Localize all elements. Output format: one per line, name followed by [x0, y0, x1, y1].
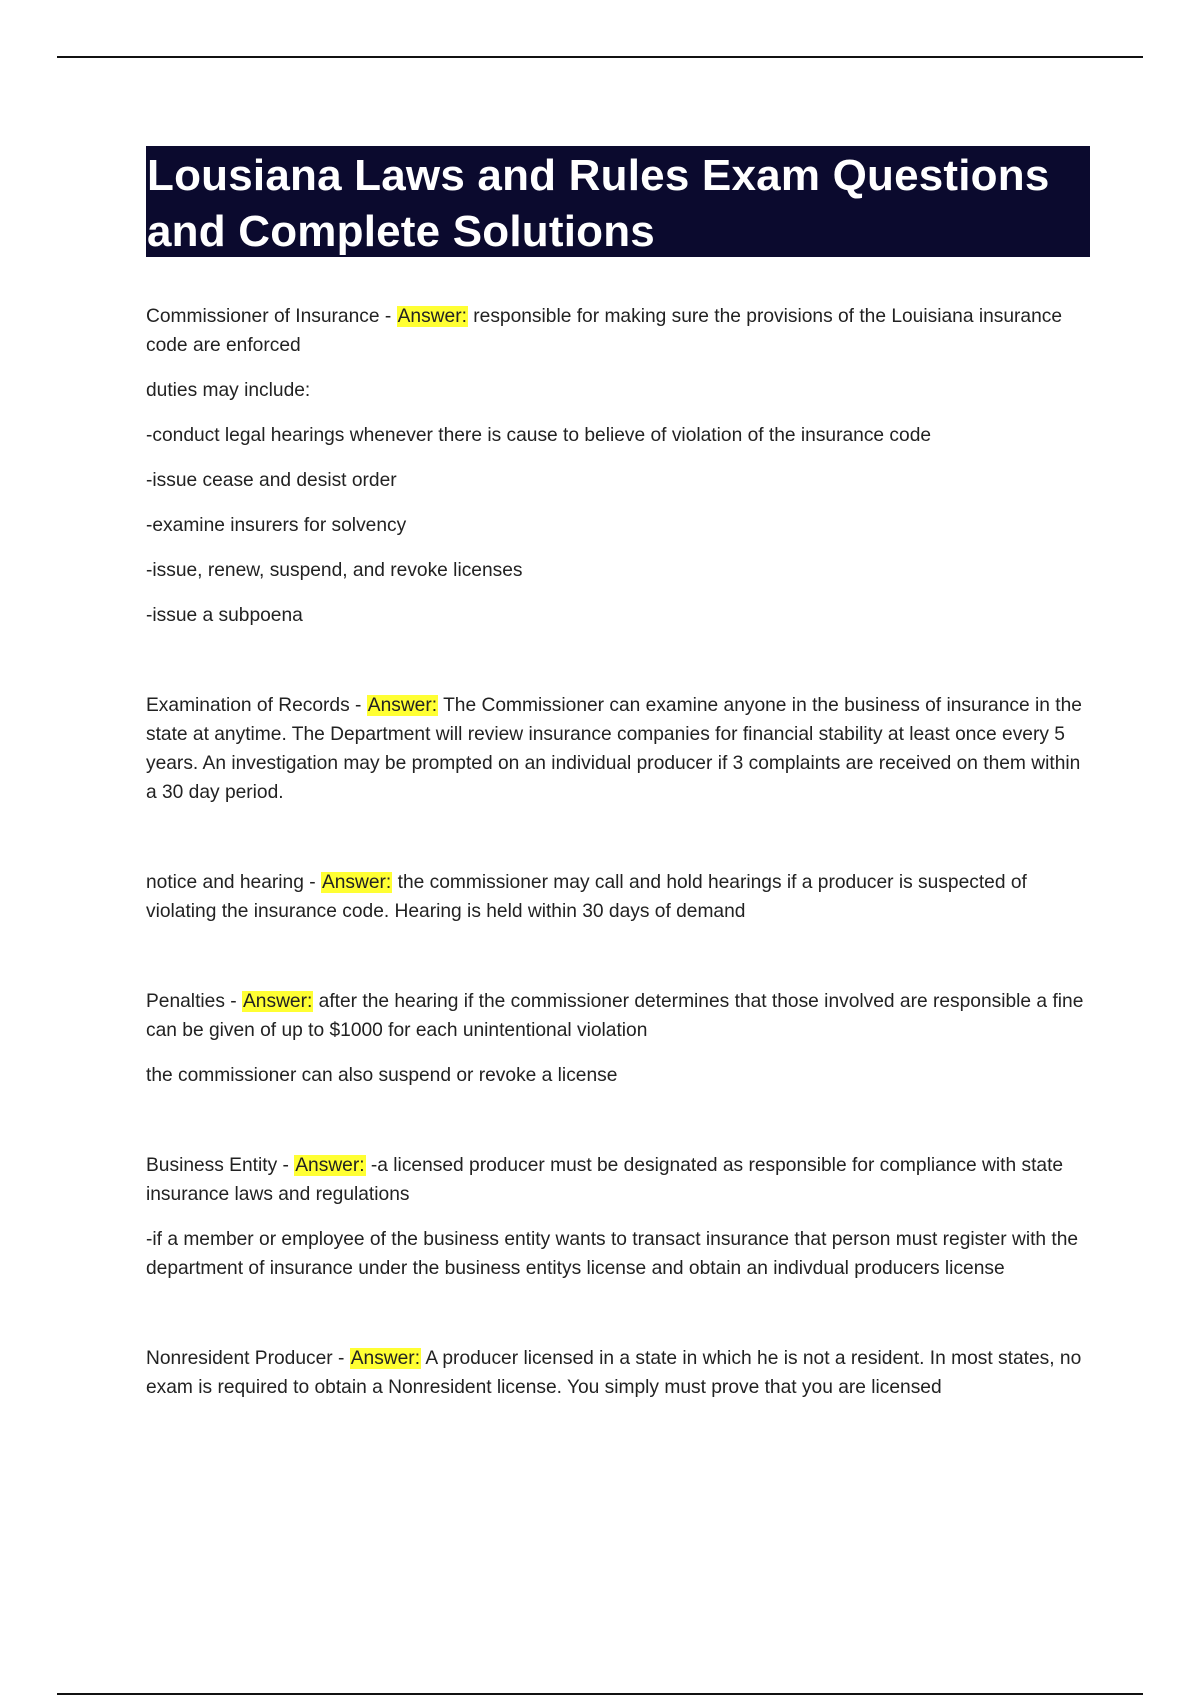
qa-extra-line: -issue a subpoena — [146, 605, 303, 626]
qa-answer-paragraph — [146, 1151, 1096, 1209]
qa-term: Commissioner of Insurance — [146, 306, 380, 327]
qa-answer: the commissioner may call and hold hearings if a producer is suspected of violating the insurance code. Hearing is held within 30 days of demand — [146, 872, 1027, 922]
qa-entry — [146, 691, 1096, 807]
qa-answer: after the hearing if the commissioner determines that those involved are responsible a fine can be given of up to $1000 for each unintentional violation — [146, 991, 1084, 1041]
qa-extra-line: -if a member or employee of the business entity wants to transact insurance that person must register with the department of insurance under the business entitys license and obtain an indivdual producers license — [146, 1229, 1079, 1279]
term-separator: - — [349, 695, 367, 716]
document-body — [146, 302, 1096, 1418]
qa-entry — [146, 302, 1096, 630]
qa-entry — [146, 1151, 1096, 1283]
answer-label-highlight: Answer: — [295, 1155, 365, 1176]
term-separator: - — [332, 1348, 350, 1369]
answer-label-highlight: Answer: — [367, 695, 438, 716]
qa-extra-line: -conduct legal hearings whenever there is cause to believe of violation of the insurance code — [146, 425, 932, 446]
qa-term: Penalties — [146, 991, 225, 1012]
bottom-rule — [57, 1693, 1143, 1695]
qa-answer: A producer licensed in a state in which he is not a resident. In most states, no exam is required to obtain a Nonresident license. You simply must prove that you are licensed — [146, 1348, 1082, 1398]
qa-answer-paragraph — [146, 868, 1096, 926]
qa-answer-paragraph — [146, 987, 1096, 1045]
term-separator: - — [224, 991, 242, 1012]
entry-spacer — [146, 1299, 1096, 1344]
qa-term: Examination of Records — [146, 695, 350, 716]
qa-term: Business Entity — [146, 1155, 278, 1176]
qa-entry — [146, 987, 1096, 1090]
term-separator: - — [277, 1155, 295, 1176]
qa-answer: The Commissioner can examine anyone in the business of insurance in the state at anytime. The Department will review insurance companies for financial stability at least once every 5 years. An investigation may be prompted on an individual producer if 3 complaints are received on them within a 30 day period. — [146, 695, 1082, 803]
qa-entry — [146, 1344, 1096, 1402]
qa-extra-line: the commissioner can also suspend or revoke a license — [146, 1065, 618, 1086]
entry-spacer — [146, 1106, 1096, 1151]
qa-answer-paragraph — [146, 302, 1096, 360]
term-separator: - — [303, 872, 321, 893]
top-rule — [57, 56, 1143, 58]
qa-answer-paragraph — [146, 1344, 1096, 1402]
entry-spacer — [146, 646, 1096, 691]
qa-term: Nonresident Producer — [146, 1348, 333, 1369]
answer-label-highlight: Answer: — [243, 991, 313, 1012]
qa-answer-paragraph — [146, 691, 1096, 807]
term-separator: - — [379, 306, 397, 327]
qa-entry — [146, 868, 1096, 926]
answer-label-highlight: Answer: — [321, 872, 392, 893]
answer-label-highlight: Answer: — [397, 306, 467, 327]
qa-answer: responsible for making sure the provisions of the Louisiana insurance code are enforced — [146, 306, 1063, 356]
entry-spacer — [146, 823, 1096, 868]
qa-extra-line: -examine insurers for solvency — [146, 515, 407, 536]
answer-label-highlight: Answer: — [350, 1348, 421, 1369]
qa-term: notice and hearing — [146, 872, 304, 893]
qa-answer: -a licensed producer must be designated as responsible for compliance with state insurance laws and regulations — [146, 1155, 1064, 1205]
title-banner — [146, 146, 1090, 257]
qa-extra-line: duties may include: — [146, 380, 311, 401]
entry-spacer — [146, 942, 1096, 987]
qa-extra-line: -issue, renew, suspend, and revoke licenses — [146, 560, 523, 581]
qa-extra-line: -issue cease and desist order — [146, 470, 397, 491]
document-title: Lousiana Laws and Rules Exam Questions and Complete Solutions — [147, 151, 1050, 256]
